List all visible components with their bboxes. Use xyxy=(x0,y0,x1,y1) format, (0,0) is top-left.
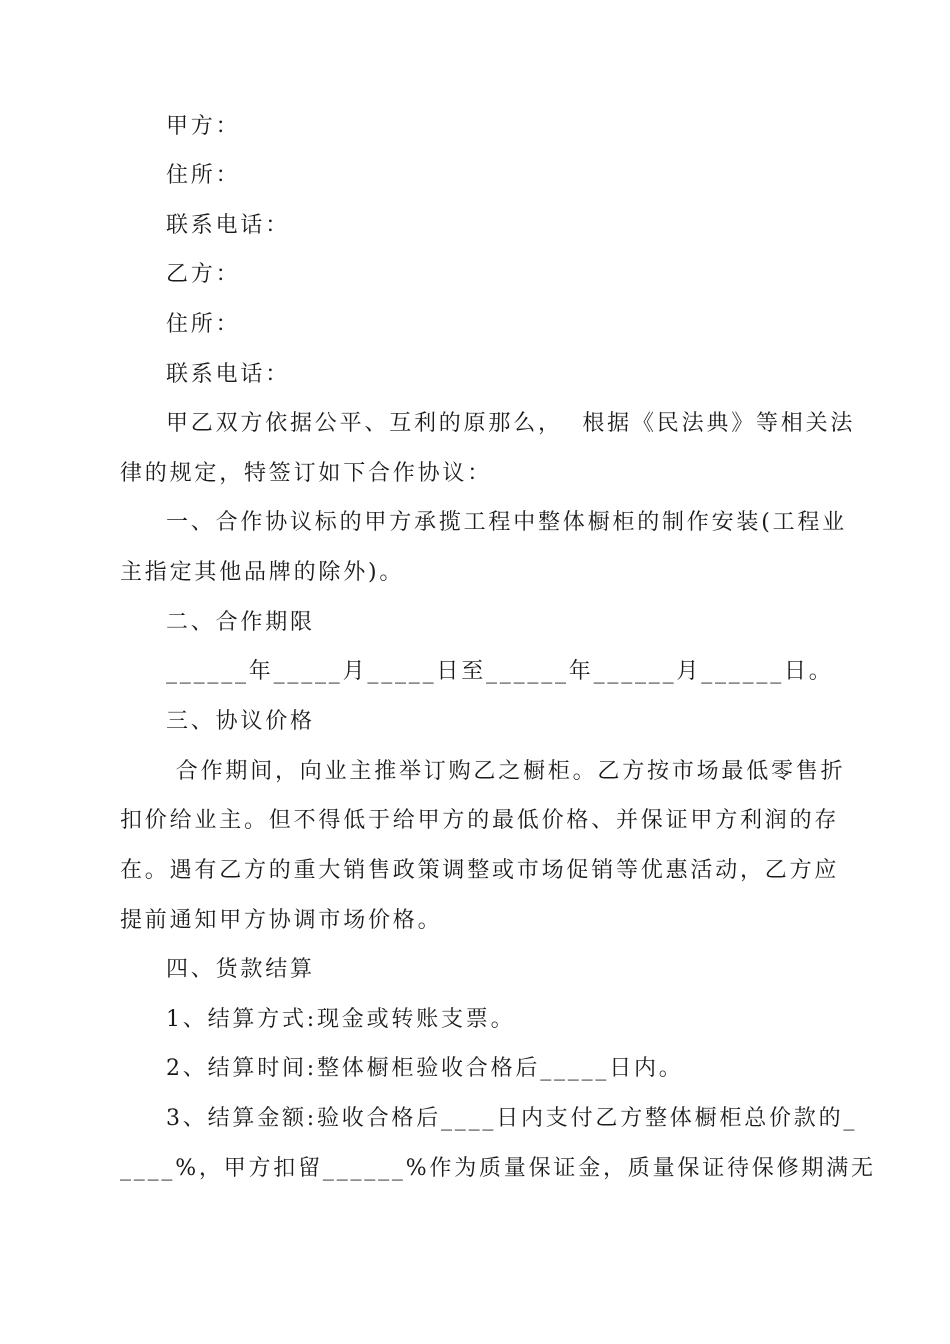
party-b-address: 住所： xyxy=(166,312,241,337)
section-4-title: 四、货款结算 xyxy=(166,957,315,982)
party-a-label: 甲方： xyxy=(166,114,241,139)
section-4-item-3: ____%，甲方扣留______%作为质量保证金，质量保证待保修期满无 xyxy=(120,1156,876,1181)
section-3-line: 合作期间，向业主推举订购乙之橱柜。乙方按市场最低零售折 xyxy=(166,759,846,784)
section-4-item-2: 2、结算时间:整体橱柜验收合格后_____日内。 xyxy=(166,1056,684,1081)
party-a-phone: 联系电话： xyxy=(166,213,291,238)
section-4-item-1: 1、结算方式:现金或转账支票。 xyxy=(166,1007,516,1032)
intro-paragraph-line: 甲乙双方依据公平、互利的原那么， 根据《民法典》等相关法 xyxy=(166,411,856,436)
party-b-phone: 联系电话： xyxy=(166,362,291,387)
section-3-line: 扣价给业主。但不得低于给甲方的最低价格、并保证甲方利润的存 xyxy=(120,808,840,833)
section-1-line: 主指定其他品牌的除外)。 xyxy=(120,560,405,585)
section-1-line: 一、合作协议标的甲方承揽工程中整体橱柜的制作安装(工程业 xyxy=(166,510,847,535)
section-2-dates: ______年_____月_____日至______年______月______日。 xyxy=(166,659,834,684)
section-2-title: 二、合作期限 xyxy=(166,610,315,635)
intro-paragraph-line: 律的规定，特签订如下合作协议： xyxy=(120,461,493,486)
party-b-label: 乙方： xyxy=(166,262,241,287)
section-3-title: 三、协议价格 xyxy=(166,709,315,734)
section-3-line: 提前通知甲方协调市场价格。 xyxy=(120,908,443,933)
party-a-address: 住所： xyxy=(166,163,241,188)
section-3-line: 在。遇有乙方的重大销售政策调整或市场促销等优惠活动，乙方应 xyxy=(120,858,840,883)
section-4-item-3: 3、结算金额:验收合格后____日内支付乙方整体橱柜总价款的_ xyxy=(166,1106,858,1131)
